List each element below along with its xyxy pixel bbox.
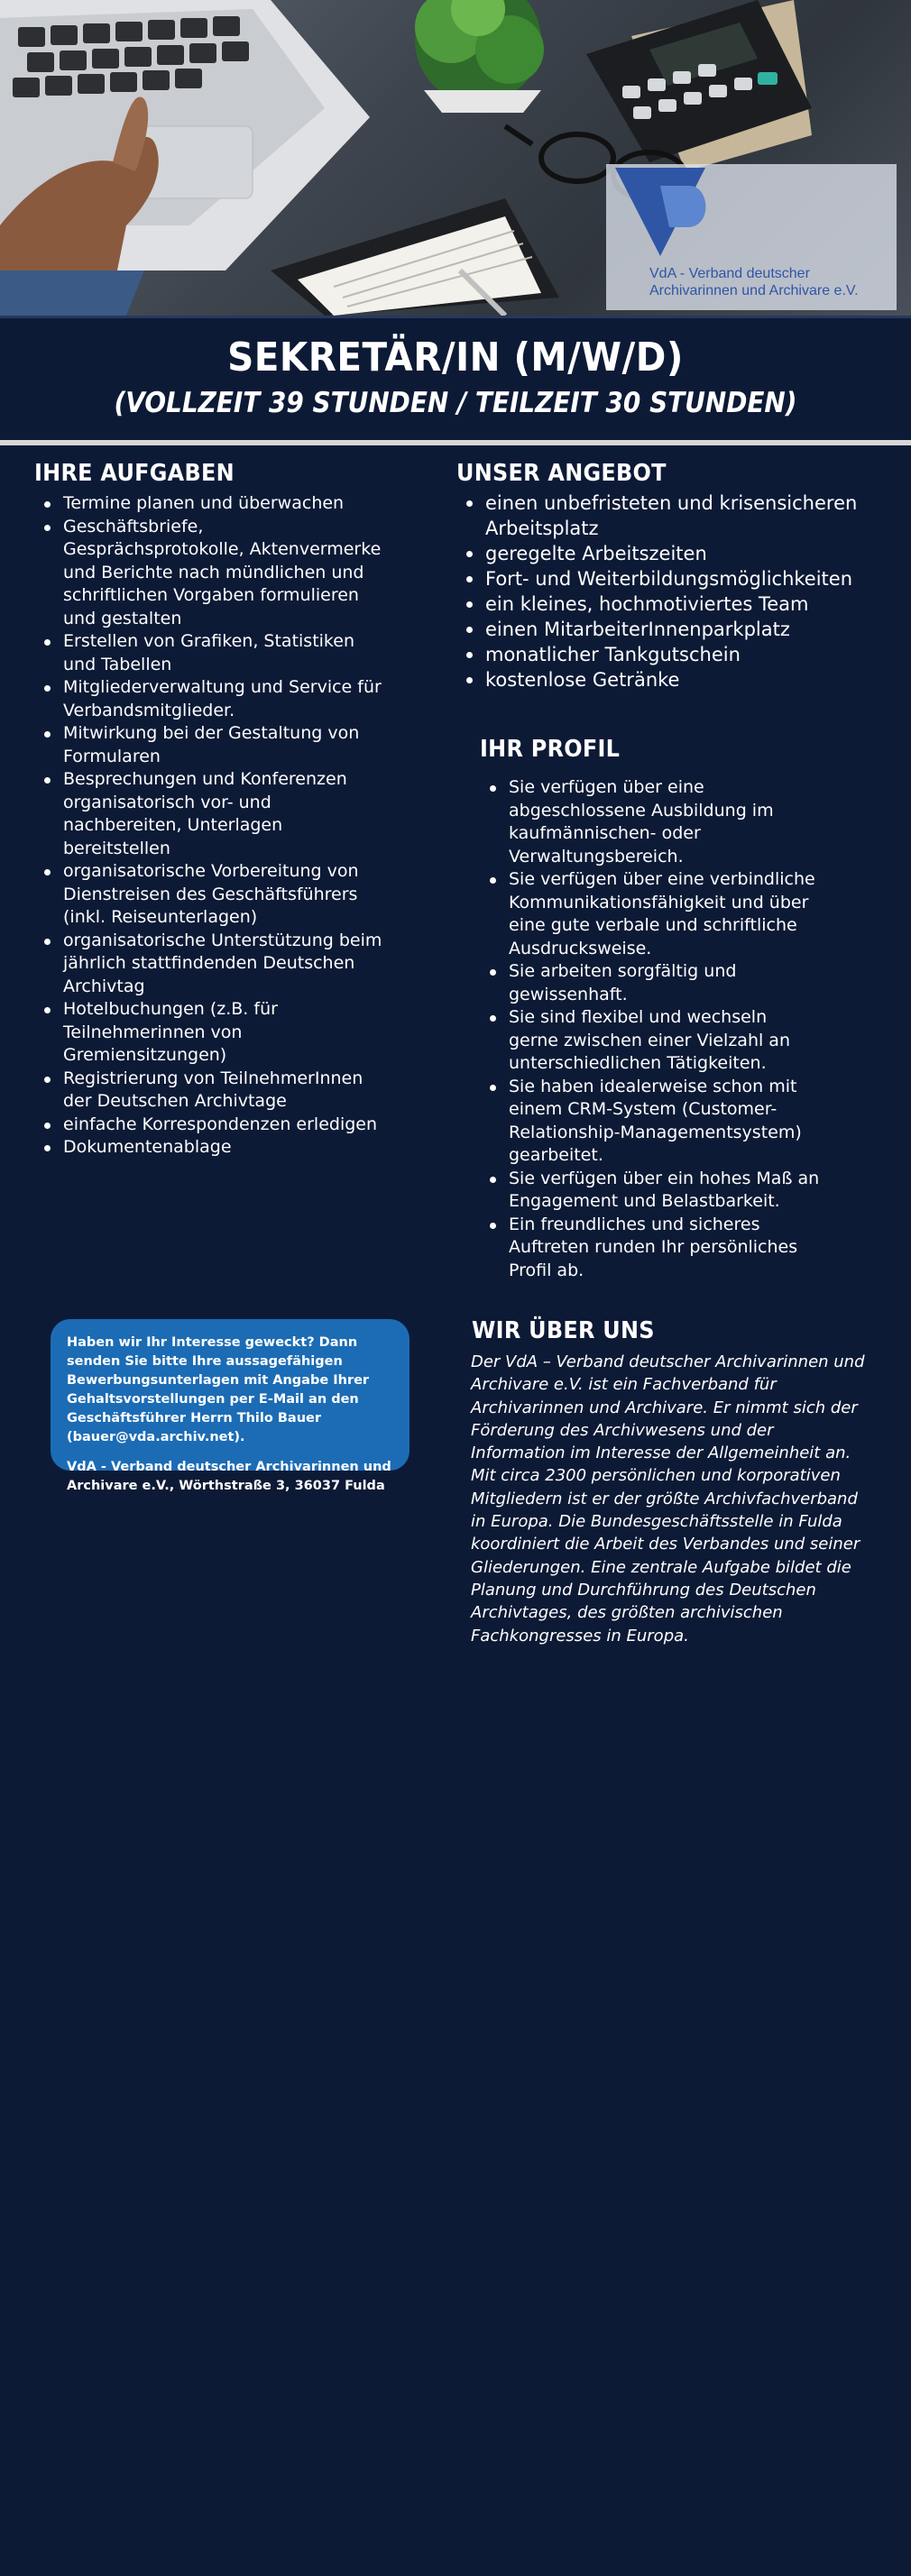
job-title: SEKRETÄR/IN (M/W/D) — [227, 335, 684, 380]
profile-item: Sie verfügen über eine verbindliche Kommunikationsfähigkeit und über eine gute verbale und schriftliche Ausdrucksweise. — [485, 868, 821, 960]
profile-item: Ein freundliches und sicheres Auftreten runden Ihr persönliches Profil ab. — [485, 1214, 821, 1283]
profile-heading: IHR PROFIL — [480, 736, 621, 763]
title-divider — [0, 440, 911, 445]
task-item: Mitwirkung bei der Gestaltung von Formularen — [40, 722, 387, 768]
notebook-image — [271, 198, 559, 316]
profile-item: Sie haben idealerweise schon mit einem CRM-System (Customer-Relationship-Managementsystem) gearbeitet. — [485, 1076, 821, 1168]
about-heading: WIR ÜBER UNS — [472, 1317, 655, 1344]
about-text: Der VdA – Verband deutscher Archivarinnen und Archivare e.V. ist ein Fachverband für Archivarinnen und Archivare. Er nimmt sich der Förderung des Archivwesens und der Information im Interesse der Allgemeinheit an. Mit circa 2300 persönlichen und korporativen Mitgliedern ist er der größte Archivfachverband in Europa. Die Bundesgeschäftsstelle in Fulda koordiniert die Arbeit des Verbandes und seiner Gliederungen. Eine zentrale Aufgabe bildet die Planung und Durchführung des Deutschen Archivtages, des größten archivischen Fachkongresses in Europa. — [471, 1352, 865, 1646]
task-item: Erstellen von Grafiken, Statistiken und Tabellen — [40, 630, 387, 676]
tasks-heading: IHRE AUFGABEN — [34, 460, 235, 487]
profile-list — [485, 776, 821, 1282]
calculator-image — [586, 0, 812, 171]
offer-item: kostenlose Getränke — [462, 667, 859, 692]
task-item: organisatorische Unterstützung beim jährlich stattfindenden Deutschen Archivtag — [40, 930, 387, 999]
task-item: Hotelbuchungen (z.B. für Teilnehmerinnen von Gremiensitzungen) — [40, 998, 387, 1068]
hero-photo — [0, 0, 911, 316]
vda-logo-line2: Archivarinnen und Archivare e.V. — [649, 283, 859, 298]
title-band — [0, 316, 911, 440]
vda-logo-text — [649, 265, 902, 299]
offer-item: geregelte Arbeitszeiten — [462, 541, 859, 566]
task-item: organisatorische Vorbereitung von Dienstreisen des Geschäftsführers (inkl. Reiseunterlagen) — [40, 860, 387, 930]
offer-item: Fort- und Weiterbildungsmöglichkeiten — [462, 566, 859, 591]
profile-item: Sie arbeiten sorgfältig und gewissenhaft. — [485, 960, 821, 1006]
vda-logo — [606, 164, 897, 310]
tasks-list — [40, 492, 387, 1160]
offer-item: einen MitarbeiterInnenparkplatz — [462, 617, 859, 642]
offer-item: monatlicher Tankgutschein — [462, 642, 859, 667]
task-item: Besprechungen und Konferenzen organisatorisch vor- und nachbereiten, Unterlagen bereitstellen — [40, 768, 387, 860]
vda-logo-line1: VdA - Verband deutscher — [649, 266, 810, 281]
task-item: Mitgliederverwaltung und Service für Verbandsmitglieder. — [40, 676, 387, 722]
task-item: einfache Korrespondenzen erledigen — [40, 1114, 387, 1137]
job-subtitle: (VOLLZEIT 39 STUNDEN / TEILZEIT 30 STUNDEN) — [114, 387, 797, 419]
profile-item: Sie verfügen über ein hohes Maß an Engagement und Belastbarkeit. — [485, 1168, 821, 1214]
offer-heading: UNSER ANGEBOT — [456, 460, 667, 487]
offer-item: einen unbefristeten und krisensicheren Arbeitsplatz — [462, 490, 859, 541]
contact-address: VdA - Verband deutscher Archivarinnen und Archivare e.V., Wörthstraße 3, 36037 Fulda — [67, 1460, 391, 1493]
contact-box — [51, 1319, 409, 1493]
profile-item: Sie verfügen über eine abgeschlossene Ausbildung im kaufmännischen- oder Verwaltungsbereich. — [485, 776, 821, 868]
task-item: Geschäftsbriefe, Gesprächsprotokolle, Aktenvermerke und Berichte nach mündlichen und schriftlichen Vorgaben formulieren und gestalten — [40, 516, 387, 631]
contact-text: Haben wir Ihr Interesse geweckt? Dann senden Sie bitte Ihre aussagefähigen Bewerbungsunterlagen mit Angabe Ihrer Gehaltsvorstellungen per E-Mail an den Geschäftsführer Herrn Thilo Bauer (bauer@vda.archiv.net). — [67, 1335, 370, 1444]
task-item: Registrierung von TeilnehmerInnen der Deutschen Archivtage — [40, 1068, 387, 1114]
task-item: Dokumentenablage — [40, 1136, 387, 1160]
offer-list — [462, 490, 859, 692]
task-item: Termine planen und überwachen — [40, 492, 387, 516]
plant-image — [415, 0, 544, 113]
profile-item: Sie sind flexibel und wechseln gerne zwischen einer Vielzahl an unterschiedlichen Tätigkeiten. — [485, 1006, 821, 1076]
offer-item: ein kleines, hochmotiviertes Team — [462, 591, 859, 617]
